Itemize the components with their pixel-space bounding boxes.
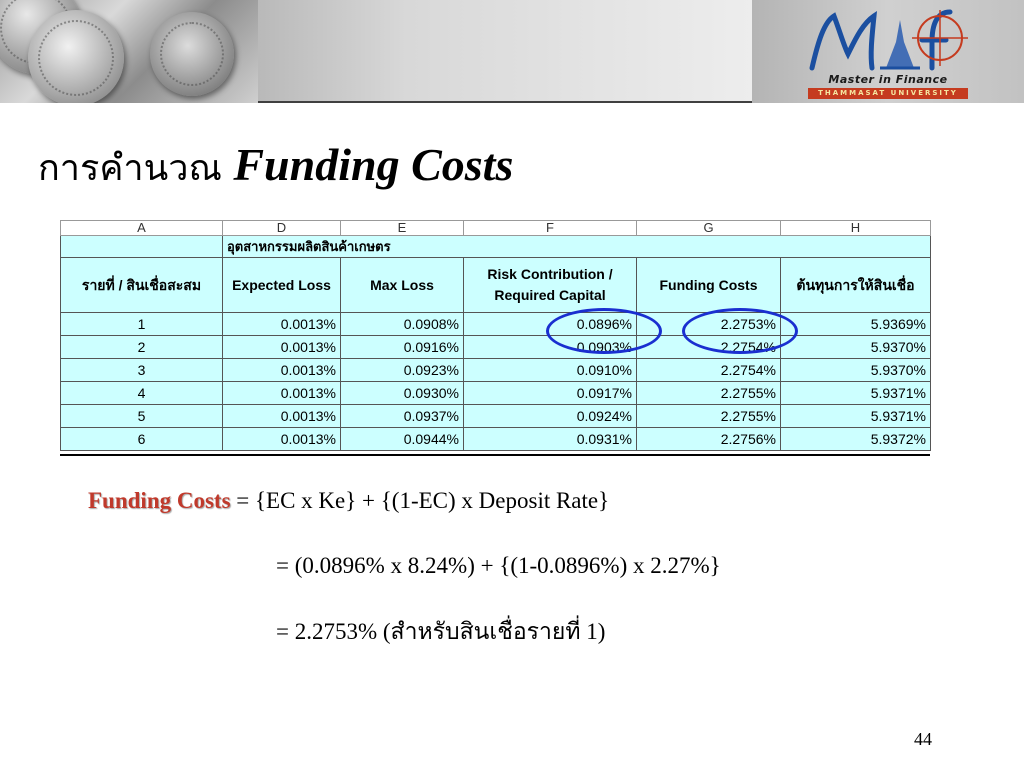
cell-expected-loss: 0.0013%: [223, 382, 341, 405]
cell-funding-costs: 2.2755%: [637, 405, 781, 428]
cell-expected-loss: 0.0013%: [223, 313, 341, 336]
industry-group-header: อุตสาหกรรมผลิตสินค้าเกษตร: [223, 236, 931, 258]
cell-lending-cost: 5.9372%: [781, 428, 931, 451]
header-max-loss: Max Loss: [341, 258, 464, 313]
header-expected-loss: Expected Loss: [223, 258, 341, 313]
table-row: [61, 428, 931, 451]
cell-risk-contribution: 0.0910%: [464, 359, 637, 382]
formula-line-2: = (0.0896% x 8.24%) + {(1-0.0896%) x 2.27%}: [276, 553, 721, 578]
coins-image: [0, 0, 258, 103]
banner-gradient: [258, 0, 752, 103]
column-letter: F: [464, 221, 637, 236]
table-header-row: [61, 258, 931, 313]
cell-lending-cost: 5.9370%: [781, 359, 931, 382]
cell-lending-cost: 5.9371%: [781, 382, 931, 405]
cell-max-loss: 0.0916%: [341, 336, 464, 359]
cell-funding-costs: 2.2755%: [637, 382, 781, 405]
cell-loan-number: 2: [61, 336, 223, 359]
formula-definition: = {EC x Ke} + {(1-EC) x Deposit Rate}: [236, 488, 610, 513]
cell-max-loss: 0.0944%: [341, 428, 464, 451]
coin-image: [28, 10, 124, 103]
cell-risk-contribution: 0.0931%: [464, 428, 637, 451]
cell-expected-loss: 0.0013%: [223, 405, 341, 428]
cell-max-loss: 0.0923%: [341, 359, 464, 382]
header-banner: [0, 0, 1024, 103]
coin-image: [150, 12, 234, 96]
header-risk-contribution: Risk Contribution / Required Capital: [464, 258, 637, 313]
group-header-row: [61, 236, 931, 258]
header-lending-cost: ต้นทุนการให้สินเชื่อ: [781, 258, 931, 313]
cell-risk-contribution: 0.0924%: [464, 405, 637, 428]
column-letter-row: [61, 221, 931, 236]
cell-max-loss: 0.0908%: [341, 313, 464, 336]
formula-line-1: [88, 488, 609, 514]
spreadsheet-table: [60, 220, 930, 456]
cell-loan-number: 5: [61, 405, 223, 428]
cell-loan-number: 1: [61, 313, 223, 336]
table-row: [61, 359, 931, 382]
column-letter: G: [637, 221, 781, 236]
cell-loan-number: 3: [61, 359, 223, 382]
logo-university: THAMMASAT UNIVERSITY: [808, 88, 968, 99]
cell-lending-cost: 5.9370%: [781, 336, 931, 359]
cell-funding-costs: 2.2754%: [637, 336, 781, 359]
cell-expected-loss: 0.0013%: [223, 336, 341, 359]
cell-lending-cost: 5.9369%: [781, 313, 931, 336]
cell-funding-costs: 2.2754%: [637, 359, 781, 382]
cell-lending-cost: 5.9371%: [781, 405, 931, 428]
header-funding-costs: Funding Costs: [637, 258, 781, 313]
formula-line-3: = 2.2753% (สำหรับสินเชื่อรายที่ 1): [276, 619, 606, 644]
column-letter: H: [781, 221, 931, 236]
cell-max-loss: 0.0930%: [341, 382, 464, 405]
cell-funding-costs: 2.2753%: [637, 313, 781, 336]
page-number: 44: [914, 729, 932, 749]
column-letter: D: [223, 221, 341, 236]
header-loan-number: รายที่ / สินเชื่อสะสม: [61, 258, 223, 313]
cell-expected-loss: 0.0013%: [223, 359, 341, 382]
column-letter: A: [61, 221, 223, 236]
cell-expected-loss: 0.0013%: [223, 428, 341, 451]
table-row: [61, 313, 931, 336]
slide-title: [38, 138, 513, 196]
cell-risk-contribution: 0.0896%: [464, 313, 637, 336]
formula-label: Funding Costs: [88, 488, 231, 513]
table-row: [61, 336, 931, 359]
master-in-finance-logo: [800, 2, 980, 102]
cell-risk-contribution: 0.0903%: [464, 336, 637, 359]
column-letter: E: [341, 221, 464, 236]
table-row: [61, 382, 931, 405]
cell-max-loss: 0.0937%: [341, 405, 464, 428]
cell-risk-contribution: 0.0917%: [464, 382, 637, 405]
blank-cell: [61, 236, 223, 258]
table-row: [61, 405, 931, 428]
cell-funding-costs: 2.2756%: [637, 428, 781, 451]
cell-loan-number: 4: [61, 382, 223, 405]
title-thai: การคำนวณ: [38, 148, 222, 189]
logo-name: Master in Finance: [828, 73, 948, 86]
title-english: Funding Costs: [233, 139, 514, 190]
cell-loan-number: 6: [61, 428, 223, 451]
